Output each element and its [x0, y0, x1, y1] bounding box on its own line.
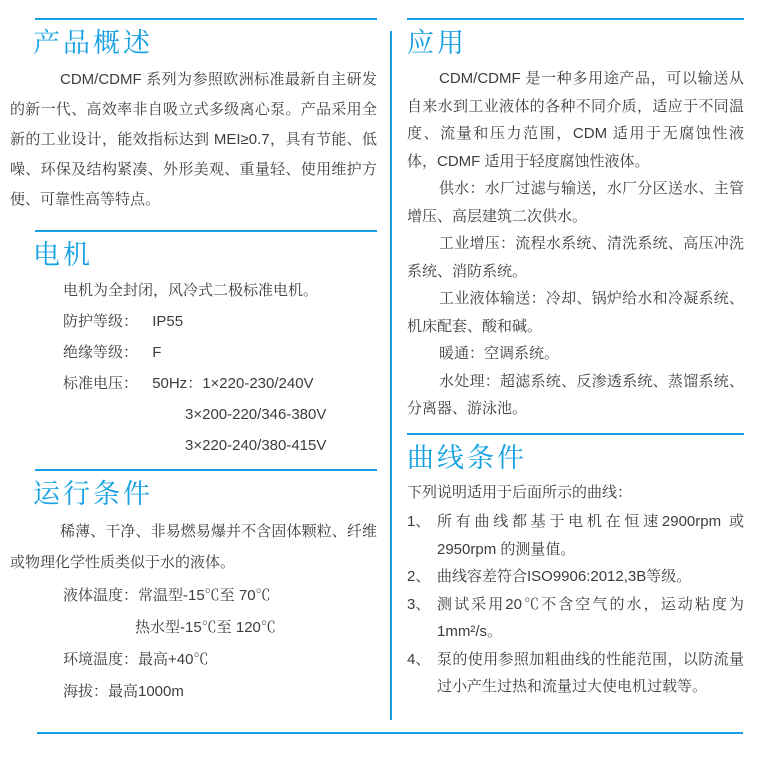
left-column — [10, 0, 377, 708]
overview-paragraph: CDM/CDMF 系列为参照欧洲标准最新自主研发的新一代、高效率非自吸立式多级离心泵。产品采用全新的工业设计，能效指标达到 MEI≥0.7，具有节能、低噪、环保及结构紧凑、外形美观、重量轻、使用维护方便、可靠性高等特点。 — [10, 71, 377, 208]
application-body — [407, 65, 744, 423]
motor-specs — [10, 275, 377, 461]
page-bottom-rule — [37, 732, 743, 734]
ambient-temp-row: 环境温度：最高+40℃ — [63, 651, 209, 668]
curve-item-number: 1、 — [407, 513, 431, 530]
column-divider — [390, 31, 392, 720]
curve-list — [407, 508, 744, 701]
curve-item-text: 所有曲线都基于电机在恒速2900rpm 或2950rpm 的测量值。 — [437, 513, 744, 558]
curve-item-number: 2、 — [407, 568, 431, 585]
curve-item — [407, 563, 744, 591]
spec-label: 防护等级： — [63, 313, 139, 330]
operating-paragraph: 稀薄、干净、非易燃易爆并不含固体颗粒、纤维或物理化学性质类似于水的液体。 — [10, 523, 377, 571]
application-paragraph: 工业液体输送：冷却、锅炉给水和冷凝系统、机床配套、酸和碱。 — [407, 290, 744, 335]
motor-spec-row — [10, 306, 377, 337]
section-rule-operating — [35, 469, 377, 471]
spec-label: 绝缘等级： — [63, 344, 139, 361]
section-rule-motor — [35, 230, 377, 232]
spec-value: F — [152, 344, 162, 361]
altitude-row: 海拔：最高1000m — [63, 683, 184, 700]
operating-rows — [10, 580, 377, 708]
application-title: 应用 — [407, 28, 467, 58]
spec-value: IP55 — [152, 313, 184, 330]
operating-title: 运行条件 — [33, 479, 153, 509]
application-paragraph: CDM/CDMF 是一种多用途产品，可以输送从自来水到工业液体的各种不同介质，适应于不同温度、流量和压力范围，CDM 适用于无腐蚀性液体，CDMF 适用于轻度腐蚀性液体。 — [407, 70, 744, 170]
curve-item — [407, 591, 744, 646]
application-paragraph: 供水：水厂过滤与输送，水厂分区送水、主管增压、高层建筑二次供水。 — [407, 180, 744, 225]
liquid-temp-continuation: 热水型-15℃至 120℃ — [135, 619, 276, 636]
liquid-temp-row: 液体温度：常温型-15℃至 70℃ — [63, 587, 271, 604]
curve-item — [407, 646, 744, 701]
application-paragraph: 暖通：空调系统。 — [439, 345, 560, 362]
curve-item-number: 3、 — [407, 595, 431, 613]
curve-intro: 下列说明适用于后面所示的曲线： — [407, 483, 633, 501]
right-column — [407, 0, 744, 701]
voltage-line: 3×200-220/346-380V — [185, 406, 327, 423]
curve-item-text: 泵的使用参照加粗曲线的性能范围，以防流量过小产生过热和流量过大使电机过载等。 — [437, 650, 744, 695]
application-paragraph: 水处理：超滤系统、反渗透系统、蒸馏系统、分离器、游泳池。 — [407, 372, 744, 417]
overview-title: 产品概述 — [33, 28, 153, 58]
curve-item-text: 测试采用20℃不含空气的水，运动粘度为1mm²/s。 — [437, 595, 744, 640]
voltage-line: 3×220-240/380-415V — [185, 437, 327, 454]
application-paragraph: 工业增压：流程水系统、清洗系统、高压冲洗系统、消防系统。 — [407, 235, 744, 280]
section-rule-curve — [407, 433, 744, 435]
motor-intro: 电机为全封闭，风冷式二极标准电机。 — [63, 282, 319, 299]
section-rule-overview — [35, 18, 377, 20]
spec-label: 标准电压： — [63, 375, 139, 392]
motor-spec-row — [10, 337, 377, 368]
motor-title: 电机 — [33, 240, 93, 270]
curve-item-number: 4、 — [407, 650, 431, 668]
section-rule-application — [407, 18, 744, 20]
spec-value: 50Hz：1×220-230/240V — [152, 375, 314, 392]
motor-spec-row — [10, 368, 377, 399]
curve-item-text: 曲线容差符合ISO9906:2012,3B等级。 — [437, 568, 692, 585]
curve-item — [407, 508, 744, 563]
curve-title: 曲线条件 — [407, 442, 527, 473]
